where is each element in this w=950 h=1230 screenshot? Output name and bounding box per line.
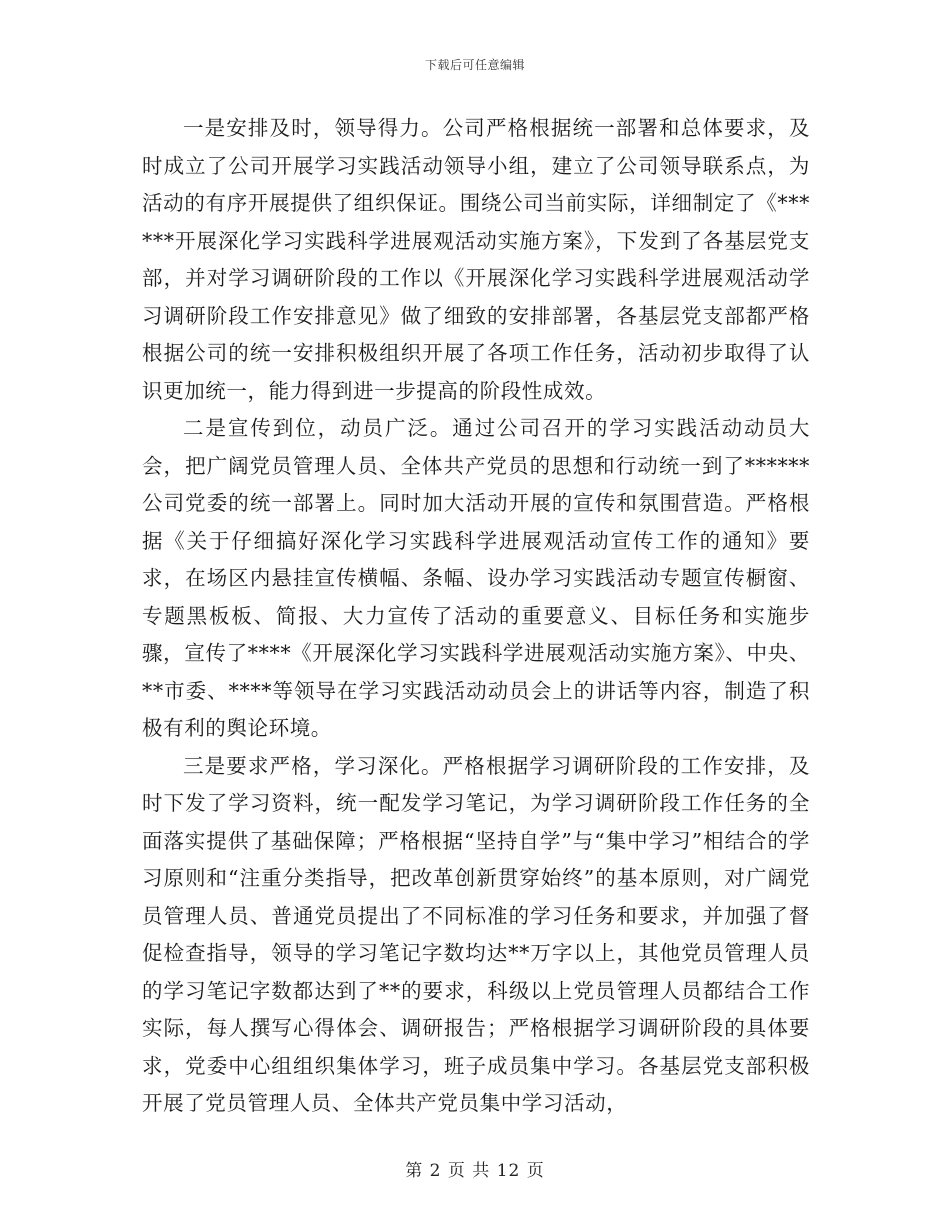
page-header-note: 下载后可任意编辑 — [424, 58, 525, 72]
document-body — [142, 110, 810, 1123]
paragraph-1: 一是安排及时，领导得力。公司严格根据统一部署和总体要求，及时成立了公司开展学习实践活动领导小组，建立了公司领导联系点，为活动的有序开展提供了组织保证。围绕公司当前实际，详细制定了《******开展深化学习实践科学进展观活动实施方案》，下发到了各基层党支部，并对学习调研阶段的工作以《开展深化学习实践科学进展观活动学习调研阶段工作安排意见》做了细致的安排部署，各基层党支部都严格根据公司的统一安排积极组织开展了各项工作任务，活动初步取得了认识更加统一，能力得到进一步提高的阶段性成效。 — [142, 116, 810, 403]
paragraph-2: 二是宣传到位，动员广泛。通过公司召开的学习实践活动动员大会，把广阔党员管理人员、全体共产党员的思想和行动统一到了******公司党委的统一部署上。同时加大活动开展的宣传和氛围营造。严格根据《关于仔细搞好深化学习实践科学进展观活动宣传工作的通知》要求，在场区内悬挂宣传横幅、条幅、设办学习实践活动专题宣传橱窗、专题黑板板、简报、大力宣传了活动的重要意义、目标任务和实施步骤，宣传了****《开展深化学习实践科学进展观活动实施方案》、中央、**市委、****等领导在学习实践活动动员会上的讲话等内容，制造了积极有利的舆论环境。 — [142, 416, 810, 740]
paragraph-3: 三是要求严格，学习深化。严格根据学习调研阶段的工作安排，及时下发了学习资料，统一配发学习笔记，为学习调研阶段工作任务的全面落实提供了基础保障；严格根据“坚持自学”与“集中学习”相结合的学习原则和“注重分类指导，把改革创新贯穿始终”的基本原则，对广阔党员管理人员、普通党员提出了不同标准的学习任务和要求，并加强了督促检查指导，领导的学习笔记字数均达**万字以上，其他党员管理人员的学习笔记字数都达到了**的要求，科级以上党员管理人员都结合工作实际，每人撰写心得体会、调研报告；严格根据学习调研阶段的具体要求，党委中心组组织集体学习，班子成员集中学习。各基层党支部积极开展了党员管理人员、全体共产党员集中学习活动， — [142, 753, 810, 1115]
page-number: 第 2 页 共 12 页 — [405, 1161, 545, 1181]
